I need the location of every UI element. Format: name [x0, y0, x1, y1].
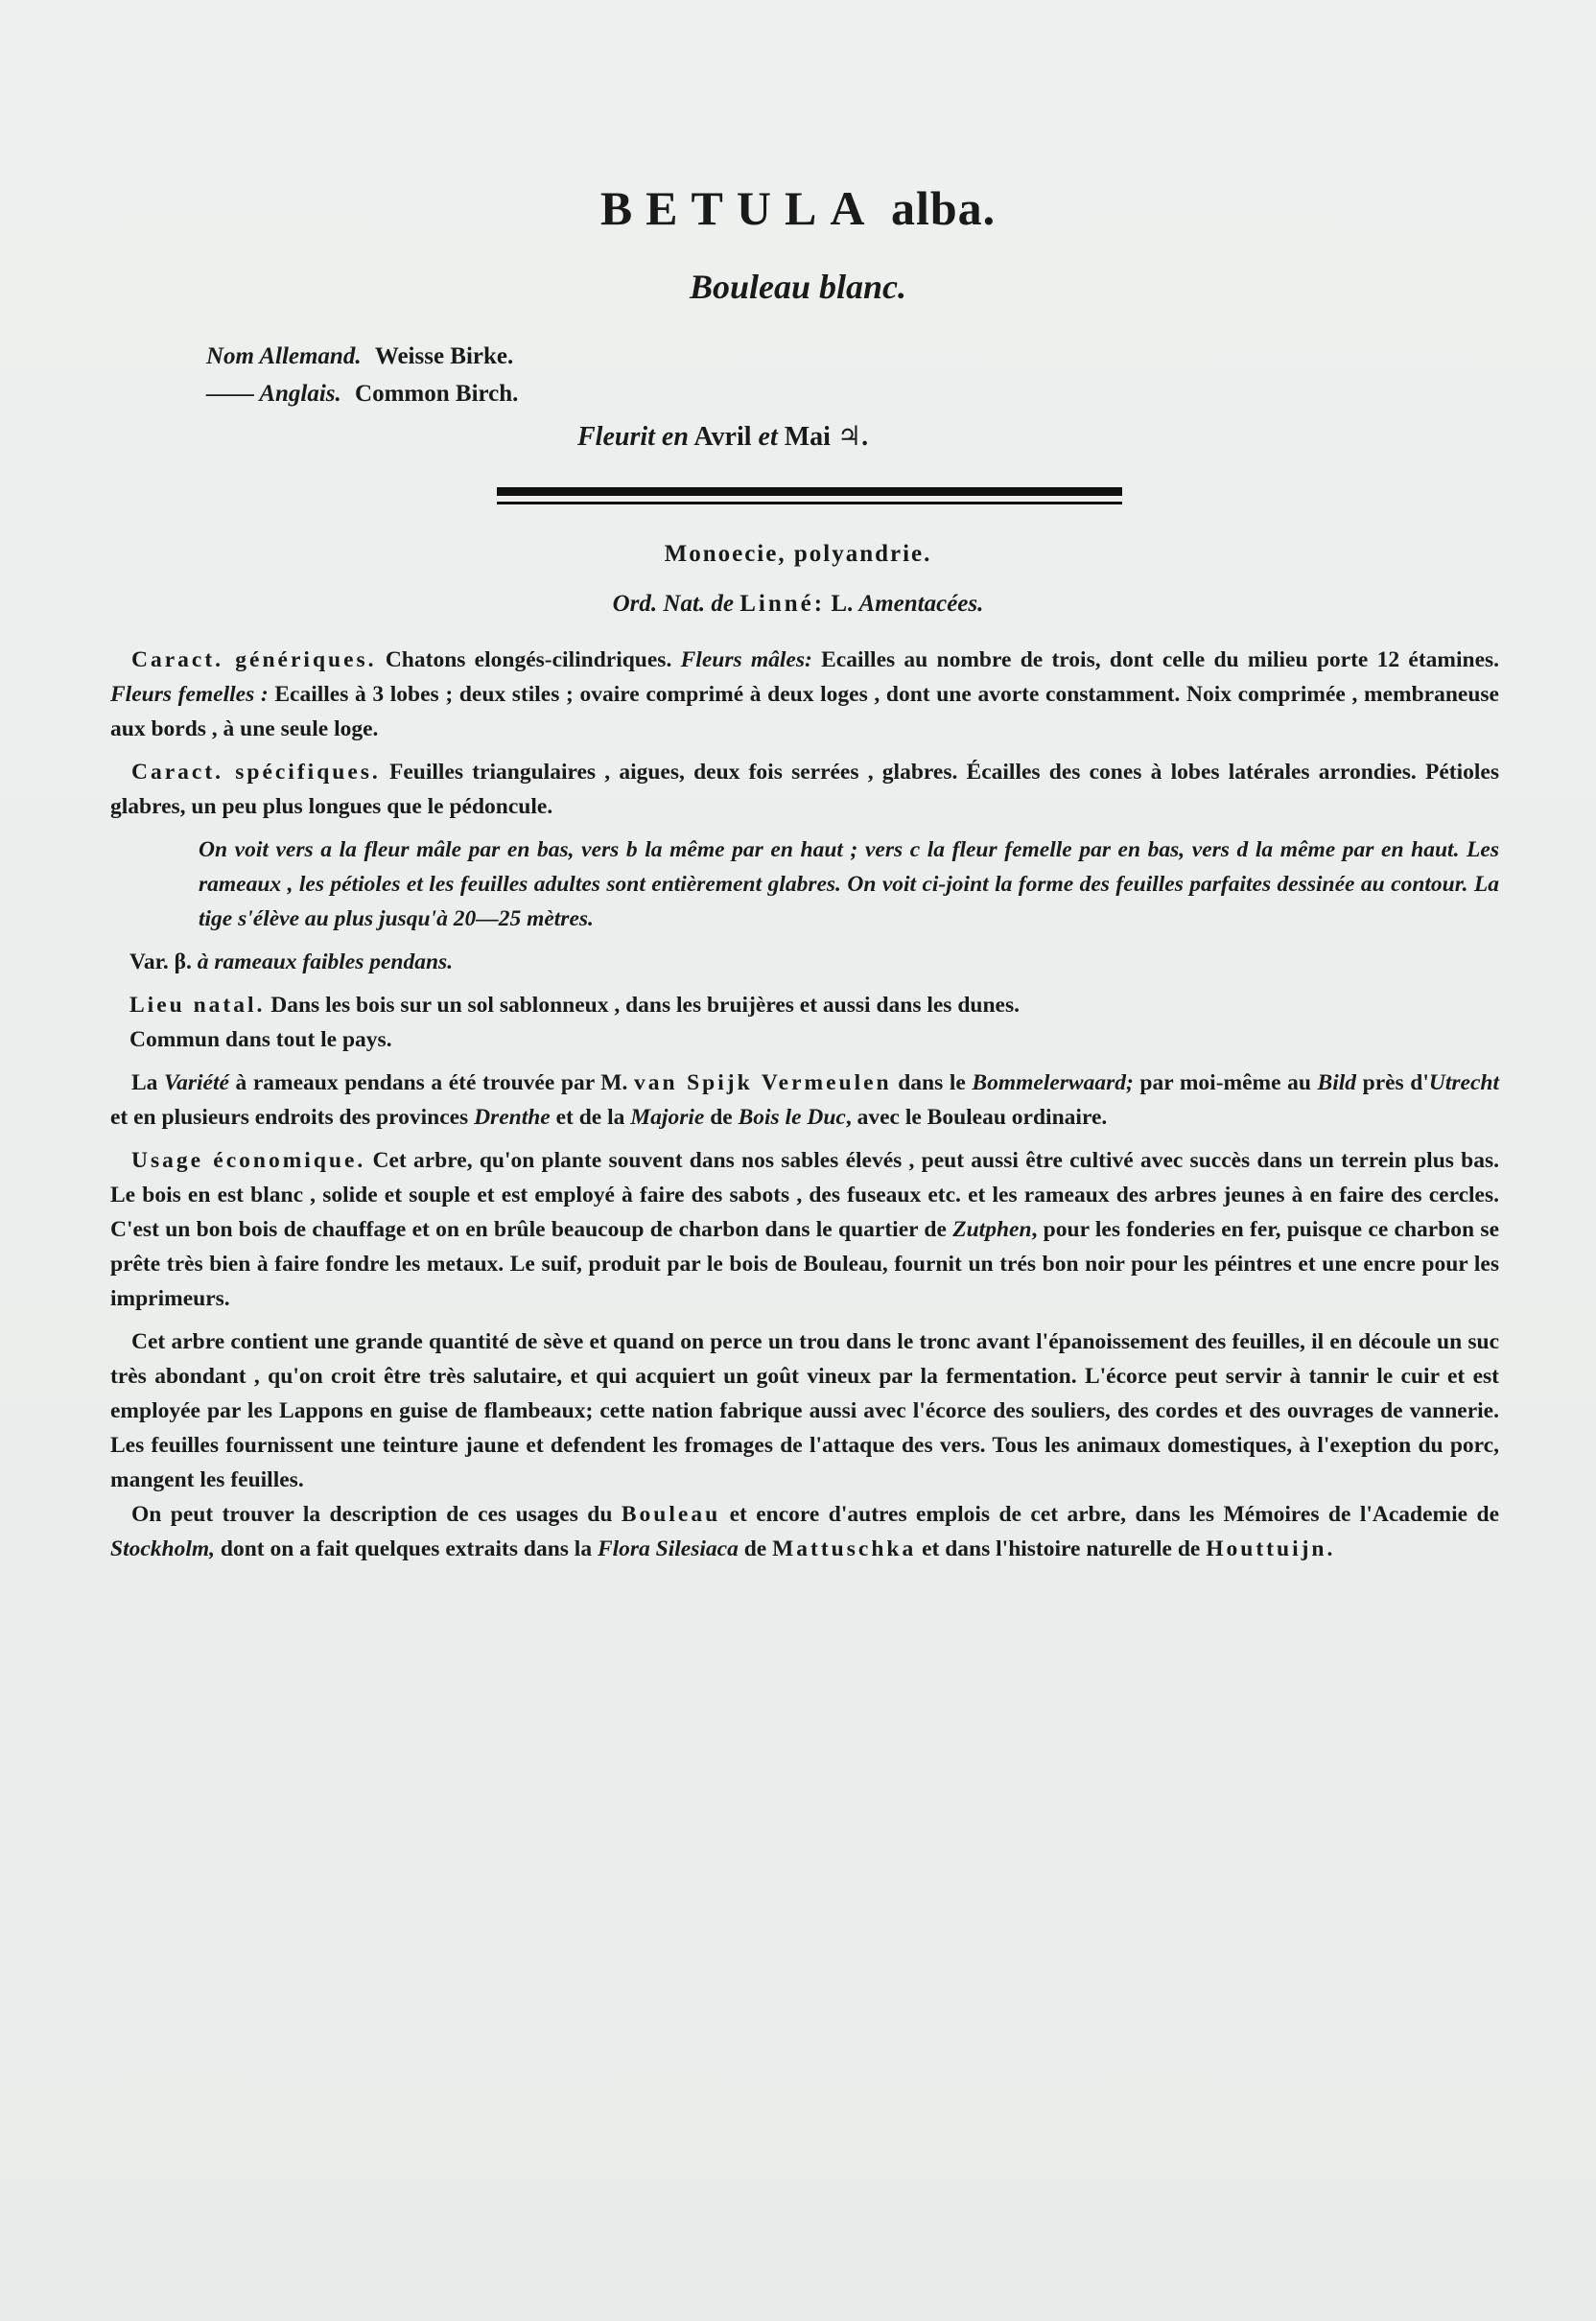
divider-thick: [497, 487, 1122, 496]
place-name: Zutphen: [952, 1217, 1032, 1242]
emphasis: Variété: [164, 1070, 229, 1095]
paragraph-text: de: [710, 1105, 733, 1130]
paragraph-text: , pour les fonderies en fer, puisque ce charbon se prête très bien à faire fondre les metaux. Le suif, produit par le bois de Bouleau, fournit un trés bon noir pour les péintres et une encre pour les imprimeurs.: [110, 1217, 1499, 1311]
variety-text: à rameaux faibles pendans.: [197, 950, 454, 974]
paragraph-text: et encore d'autres emplois de cet arbre, dans les Mémoires de l'Academie de: [729, 1502, 1500, 1527]
emphasis: Fleurs mâles:: [680, 647, 812, 672]
order-family: Amentacées.: [858, 591, 984, 617]
paragraph-text: , avec le Bouleau ordinaire.: [845, 1105, 1108, 1130]
paragraph-text: et dans l'histoire naturelle de: [922, 1536, 1201, 1561]
person-name: van Spijk Vermeulen: [633, 1070, 892, 1095]
variety-label: Var. β.: [129, 950, 192, 974]
sources-paragraph: [110, 1497, 1499, 1566]
section-label: Lieu natal.: [129, 993, 266, 1018]
flowering-line: [577, 420, 868, 453]
generic-characters: [110, 643, 1499, 746]
paragraph-text: et de la: [555, 1105, 625, 1130]
natural-order: [0, 591, 1596, 618]
paragraph-text: Cet arbre, qu'on plante souvent dans nos sables élevés , peut aussi être cultivé avec succès dans un terrein plus bas. Le bois en est blanc , solide et souple et est employé à faire des sabots , des fuseaux etc. et les rameaux des arbres jeunes à en faire des cercles. C'est un bon bois de chauffage et on en brûle beaucoup de charbon dans le quartier de: [110, 1148, 1499, 1242]
description-body: [110, 643, 1499, 1575]
emphasis: Fleurs femelles :: [110, 682, 269, 707]
page-title: [0, 180, 1596, 236]
paragraph-text: par moi-même au: [1139, 1070, 1311, 1095]
paragraph-text: près d': [1362, 1070, 1429, 1095]
place-name: Bois le Duc: [738, 1105, 846, 1130]
paragraph-text: dans le: [898, 1070, 966, 1095]
habitat-line: [110, 988, 1499, 1022]
linnaean-class: Monoecie, polyandrie.: [664, 541, 932, 567]
divider-thin: [497, 502, 1122, 504]
place-name: Drenthe: [474, 1105, 551, 1130]
author-name: Mattuschka: [772, 1536, 917, 1561]
sap-paragraph: Cet arbre contient une grande quantité de sève et quand on perce un trou dans le tronc avant l'épanoissement des feuilles, il en découle un suc très abondant , qu'on croit être très salutaire, et qui acquiert un goût vineux par la fermentation. L'écorce peut servir à tannir le cuir et est employée par les Lappons en guise de flambeaux; cette nation fabrique aussi avec l'écorce des souliers, des cordes et des ouvrages de vannerie. Les feuilles fournissent une teinture jaune et defendent les fromages de l'attaque des vers. Tous les animaux domestiques, à l'exeption du porc, mangent les feuilles.: [110, 1329, 1499, 1492]
section-label: Caract. spécifiques.: [131, 760, 381, 785]
title-genus: BETULA: [599, 181, 879, 235]
paragraph-text: Ecailles au nombre de trois, dont celle du milieu porte 12 étamines.: [821, 647, 1500, 672]
flowering-word: et: [758, 422, 778, 452]
place-name: Utrecht: [1428, 1070, 1500, 1095]
paragraph-text: dont on a fait quelques extraits dans la: [220, 1536, 593, 1561]
name-value: Weisse Birke.: [374, 343, 514, 369]
section-label: Caract. génériques.: [131, 647, 377, 672]
paragraph-text: La: [131, 1070, 158, 1095]
plant-name: Bouleau: [621, 1502, 721, 1527]
paragraph-text: Chatons elongés-cilindriques.: [385, 647, 672, 672]
paragraph-text: Dans les bois sur un sol sablonneux , dans les bruijères et aussi dans les dunes.: [270, 993, 1020, 1018]
usage-paragraph: [110, 1143, 1499, 1316]
name-row: [206, 338, 518, 375]
variety-line: [110, 945, 1499, 979]
author-name: Houttuijn.: [1206, 1536, 1336, 1561]
perennial-symbol: ♃.: [836, 422, 869, 452]
flowering-month: Avril: [693, 422, 752, 452]
title-species: alba.: [890, 181, 997, 235]
work-title: Flora Silesiaca: [597, 1536, 739, 1561]
section-label: Usage économique.: [131, 1148, 366, 1173]
order-abbr: L.: [831, 591, 854, 617]
flowering-month: Mai: [784, 422, 831, 452]
order-author: Linné:: [739, 591, 826, 617]
name-value: Common Birch.: [355, 381, 519, 407]
paragraph-text: Feuilles triangulaires , aigues, deux fois serrées , glabres. Écailles des cones à lobes latérales arrondies. Pétioles glabres, un peu plus longues que le pédoncule.: [110, 760, 1500, 819]
paragraph-text: de: [743, 1536, 767, 1561]
figure-observation: On voit vers a la fleur mâle par en bas, vers b la même par en haut ; vers c la fleur femelle par en bas, vers d la même par en haut. Les rameaux , les pétioles et les feuilles adultes sont entièrement glabres. On voit ci-joint la forme des feuilles parfaites dessinée au contour. La tige s'élève au plus jusqu'à 20—25 mètres.: [199, 837, 1499, 931]
paragraph-text: On peut trouver la description de ces usages du: [131, 1502, 613, 1527]
place-name: Majorie: [630, 1105, 705, 1130]
paragraph-text: Ecailles à 3 lobes ; deux stiles ; ovaire comprimé à deux loges , dont une avorte constamment. Noix comprimée , membraneuse aux bords , à une seule loge.: [110, 682, 1499, 741]
name-label: Nom Allemand.: [206, 343, 362, 369]
paragraph-text: et en plusieurs endroits des provinces: [110, 1105, 469, 1130]
flowering-word: en: [661, 422, 689, 452]
order-prefix: Ord. Nat. de: [612, 591, 734, 617]
habitat-common: Commun dans tout le pays.: [129, 1027, 392, 1052]
name-label: —— Anglais.: [206, 381, 341, 407]
specific-characters: [110, 755, 1499, 824]
page-subtitle: Bouleau blanc.: [689, 268, 907, 306]
common-names: [206, 338, 518, 412]
name-row: [206, 375, 518, 412]
paragraph-text: à rameaux pendans a été trouvée par M.: [235, 1070, 628, 1095]
place-name: Bild: [1317, 1070, 1357, 1095]
place-name: Stockholm,: [110, 1536, 216, 1561]
flowering-word: Fleurit: [577, 422, 655, 452]
place-name: Bommelerwaard;: [972, 1070, 1134, 1095]
variety-paragraph: [110, 1066, 1499, 1135]
